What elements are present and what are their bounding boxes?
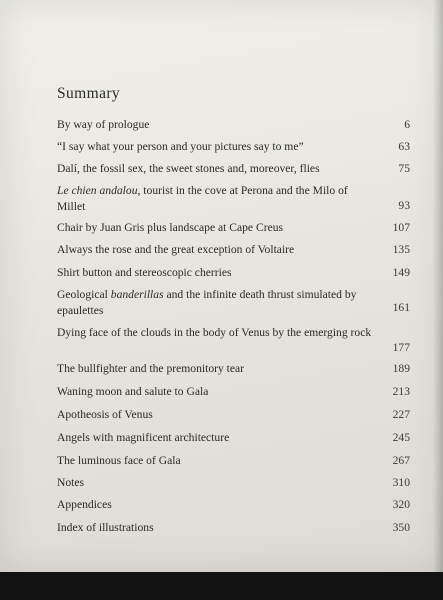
toc-page-number: 177 bbox=[392, 341, 410, 354]
toc-entry-title: Appendices bbox=[57, 498, 112, 511]
toc-page-number: 75 bbox=[398, 162, 410, 175]
toc-entry-title bbox=[57, 287, 377, 318]
toc-page-number: 161 bbox=[392, 301, 410, 314]
toc-page-number: 267 bbox=[392, 454, 410, 467]
toc-entry-title: Shirt button and stereoscopic cherries bbox=[57, 266, 232, 279]
toc-entry-title: Always the rose and the great exception of Voltaire bbox=[57, 243, 295, 256]
toc-entry-title: “I say what your person and your pictures say to me” bbox=[57, 140, 304, 153]
toc-entry-title: Angels with magnificent architecture bbox=[57, 431, 230, 444]
toc-entry-pre: Geological bbox=[57, 288, 111, 301]
toc-entry-title bbox=[57, 183, 377, 214]
toc-page-number: 63 bbox=[398, 140, 410, 153]
toc-page-number: 320 bbox=[392, 498, 410, 511]
toc-entry-rest: and the infinite death thrust simulated by epaulettes bbox=[57, 288, 357, 317]
toc-page-number: 107 bbox=[392, 221, 410, 234]
toc-entry-title: The luminous face of Gala bbox=[57, 454, 181, 467]
toc-entry-title: Chair by Juan Gris plus landscape at Cape Creus bbox=[57, 221, 284, 234]
toc-entry-title: Apotheosis of Venus bbox=[57, 408, 153, 421]
toc-entry-title: Waning moon and salute to Gala bbox=[57, 385, 209, 398]
toc-entry-title: Dalí, the fossil sex, the sweet stones and, moreover, flies bbox=[57, 162, 320, 175]
toc-entry-italic: banderillas bbox=[110, 288, 164, 301]
toc-entry-title: By way of prologue bbox=[57, 118, 150, 131]
toc-page-number: 135 bbox=[392, 243, 410, 256]
toc-page-number: 93 bbox=[398, 199, 410, 212]
toc-entry-title: Notes bbox=[57, 476, 85, 489]
toc-entry-title: Dying face of the clouds in the body of Venus by the emerging rock bbox=[57, 326, 372, 339]
toc-page-number: 213 bbox=[392, 385, 410, 398]
toc-page-number: 149 bbox=[392, 266, 410, 279]
toc-page-number: 227 bbox=[392, 408, 410, 421]
background-surface bbox=[0, 572, 443, 600]
page-title: Summary bbox=[57, 85, 121, 102]
toc-page-number: 310 bbox=[392, 476, 410, 489]
toc-entry-title: The bullfighter and the premonitory tear bbox=[57, 362, 245, 375]
toc-page-number: 245 bbox=[392, 431, 410, 444]
toc-entry-title: Index of illustrations bbox=[57, 521, 154, 534]
toc-entry-rest: , tourist in the cove at Perona and the Milo of Millet bbox=[57, 184, 348, 213]
toc-page-number: 350 bbox=[392, 521, 410, 534]
toc-page-number: 189 bbox=[392, 362, 410, 375]
toc-entry-italic: Le chien andalou bbox=[57, 184, 138, 197]
toc-page-number: 6 bbox=[404, 118, 410, 131]
